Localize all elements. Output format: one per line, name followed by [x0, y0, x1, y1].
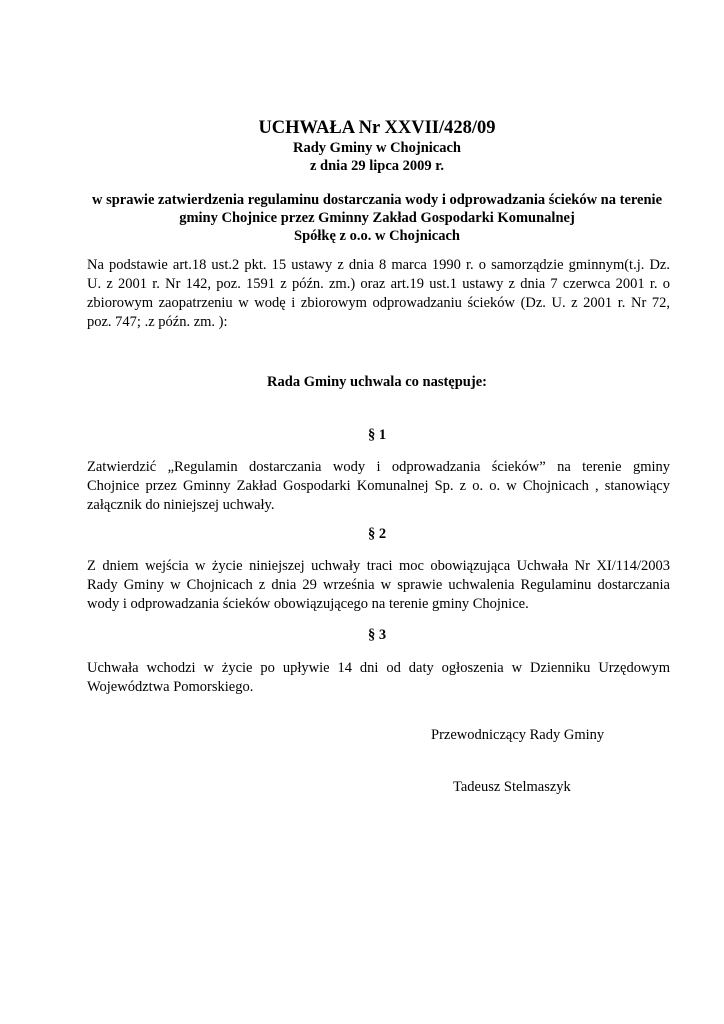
date-line: z dnia 29 lipca 2009 r.: [309, 158, 444, 174]
paragraph-line: poz. 747; .z późn. zm. ):: [87, 314, 228, 330]
paragraph-line: Województwa Pomorskiego.: [87, 679, 254, 695]
subject-line: gminy Chojnice przez Gminny Zakład Gospodarki Komunalnej: [179, 210, 575, 226]
paragraph-line: Rady Gminy w Chojnicach z dnia 29 września w sprawie uchwalenia Regulaminu dostarczania: [87, 577, 670, 593]
section-1-mark: § 1: [367, 427, 387, 443]
section-2-paragraph: [87, 557, 670, 614]
issuer-line: Rady Gminy w Chojnicach: [293, 140, 461, 156]
paragraph-line: Chojnice przez Gminny Zakład Gospodarki Komunalnej Sp. z o. o. w Chojnicach , stanowiący: [87, 478, 670, 494]
resolution-title: UCHWAŁA Nr XXVII/428/09: [258, 118, 496, 138]
paragraph-line: zbiorowym zaopatrzeniu w wodę i zbiorowym odprowadzaniu ścieków (Dz. U. z 2001 r. Nr 72,: [87, 295, 670, 311]
section-2-mark: § 2: [367, 526, 387, 542]
section-1-paragraph: [87, 458, 670, 515]
section-3-mark: § 3: [367, 627, 387, 643]
subject-block: [87, 191, 667, 245]
paragraph-line: Na podstawie art.18 ust.2 pkt. 15 ustawy z dnia 8 marca 1990 r. o samorządzie gminnym(t.j. Dz.: [87, 257, 670, 273]
subject-line: Spółkę z o.o. w Chojnicach: [294, 228, 460, 244]
paragraph-line: Zatwierdzić „Regulamin dostarczania wody i odprowadzania ścieków” na terenie gminy: [87, 459, 670, 475]
signature-role: Przewodniczący Rady Gminy: [431, 727, 605, 743]
section-3-paragraph: [87, 659, 670, 697]
paragraph-line: U. z 2001 r. Nr 142, poz. 1591 z późn. zm.) oraz art.19 ust.1 ustawy z dnia 7 czerwca 2001 r. o: [87, 276, 670, 292]
resolution-intro: Rada Gminy uchwala co następuje:: [267, 374, 487, 390]
signature-name: Tadeusz Stelmaszyk: [453, 779, 571, 795]
paragraph-line: załącznik do niniejszej uchwały.: [87, 497, 275, 513]
paragraph-line: Uchwała wchodzi w życie po upływie 14 dni od daty ogłoszenia w Dzienniku Urzędowym: [87, 660, 670, 676]
paragraph-line: Z dniem wejścia w życie niniejszej uchwały traci moc obowiązująca Uchwała Nr XI/114/2003: [87, 558, 670, 574]
subject-line: w sprawie zatwierdzenia regulaminu dostarczania wody i odprowadzania ścieków na terenie: [91, 192, 663, 208]
paragraph-line: wody i odprowadzania ścieków obowiązującego na terenie gminy Chojnice.: [87, 596, 529, 612]
legal-basis-paragraph: [87, 256, 670, 332]
